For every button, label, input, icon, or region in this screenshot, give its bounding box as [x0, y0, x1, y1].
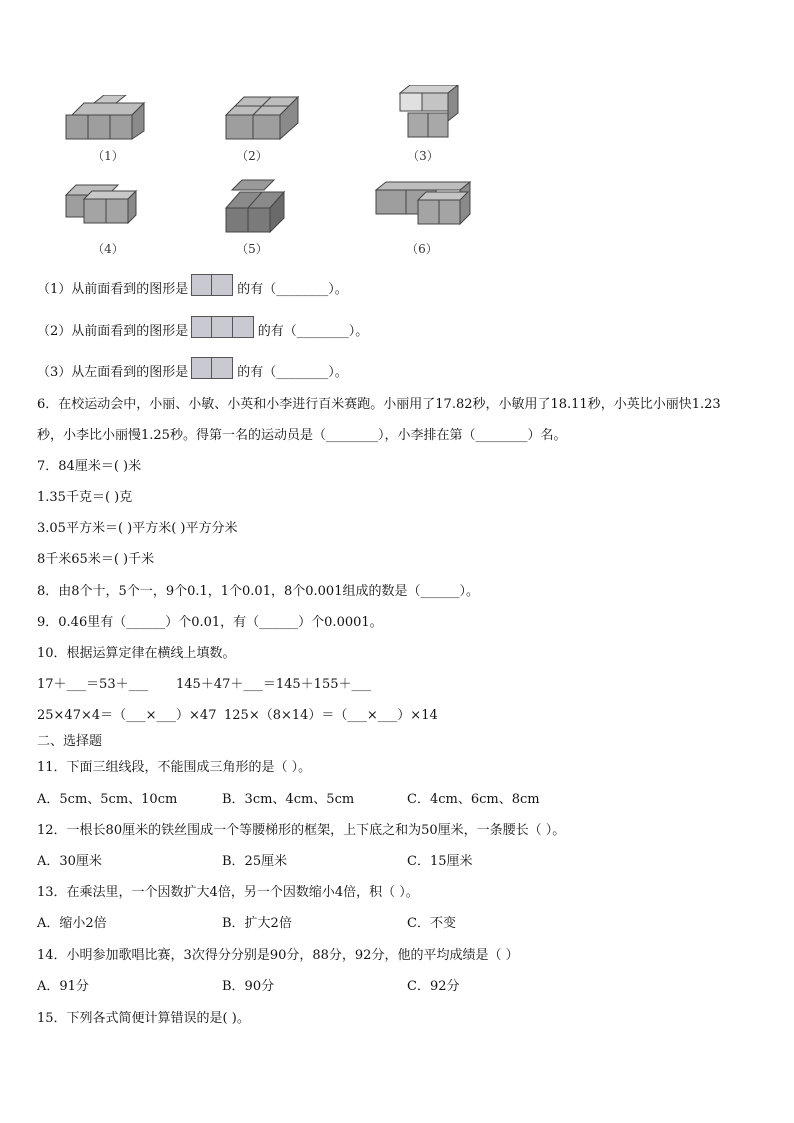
figure-caption-3: （3） — [407, 149, 439, 163]
sub-question-3: （3）从左面看到的图形是 的有（________）。 — [37, 359, 348, 386]
q10-row2-a: 25×47×4＝（___×___）×47 — [37, 708, 217, 723]
q12-option-c: C．15厘米 — [407, 854, 473, 869]
q13-option-b: B．扩大2倍 — [222, 916, 292, 931]
view-shape-two-squares — [192, 274, 233, 301]
q6-line1: 6．在校运动会中，小丽、小敏、小英和小李进行百米赛跑。小丽用了17.82秒，小敏用了18.11秒，小英比小丽快1.23 — [37, 397, 721, 412]
figure-caption-2: （2） — [236, 149, 268, 163]
q14-stem: 14．小明参加歌唱比赛，3次得分分别是90分，88分，92分，他的平均成绩是（ ） — [37, 948, 519, 963]
q11-option-c: C．4cm、6cm、8cm — [407, 792, 540, 807]
q13-stem: 13．在乘法里，一个因数扩大4倍，另一个因数缩小4倍，积（ ）。 — [37, 885, 419, 900]
q15-stem: 15．下列各式简便计算错误的是( )。 — [37, 1011, 250, 1026]
q13-option-c: C．不变 — [407, 916, 456, 931]
q7-line3: 3.05平方米＝( )平方米( )平方分米 — [37, 521, 238, 536]
q11-stem: 11．下面三组线段，不能围成三角形的是（ ）。 — [37, 760, 312, 775]
q12-option-b: B．25厘米 — [222, 854, 288, 869]
q12-stem: 12．一根长80厘米的铁丝围成一个等腰梯形的框架，上下底之和为50厘米，一条腰长（ ）。 — [37, 823, 566, 838]
q7-line1: 7．84厘米＝( )米 — [37, 459, 142, 474]
sub-question-2: （2）从前面看到的图形是 的有（________）。 — [37, 318, 368, 345]
cube-figure-2 — [222, 95, 302, 143]
q6-line2: 秒，小李比小丽慢1.25秒。得第一名的运动员是（________），小李排在第（________）名。 — [37, 428, 567, 443]
q7-line2: 1.35千克＝( )克 — [37, 490, 133, 505]
figure-caption-6: （6） — [406, 242, 438, 256]
sub-question-1: （1）从前面看到的图形是 的有（________）。 — [37, 276, 348, 303]
q14-option-a: A．91分 — [37, 979, 89, 994]
q14-option-b: B．90分 — [222, 979, 275, 994]
q14-option-c: C．92分 — [407, 979, 460, 994]
q11-option-b: B．3cm、4cm、5cm — [222, 792, 355, 807]
view-shape-two-squares-left — [192, 357, 233, 384]
section-heading-choice: 二、选择题 — [37, 734, 103, 749]
q8: 8．由8个十，5个一，9个0.1，1个0.01，8个0.001组成的数是（______）。 — [37, 584, 479, 599]
q10-row2-b: 125×（8×14）＝（___×___）×14 — [224, 708, 438, 723]
q7-line4: 8千米65米＝( )千米 — [37, 552, 155, 567]
q13-option-a: A．缩小2倍 — [37, 916, 107, 931]
cube-figure-5 — [222, 178, 288, 234]
q10-row1-b: 145＋47＋___＝145＋155＋___ — [176, 677, 371, 692]
cube-figure-3 — [396, 85, 462, 143]
figure-caption-4: （4） — [92, 242, 124, 256]
cube-figure-6 — [372, 180, 472, 228]
figure-caption-5: （5） — [236, 242, 268, 256]
q9: 9．0.46里有（______）个0.01，有（______）个0.0001。 — [37, 615, 383, 630]
q10-title: 10．根据运算定律在横线上填数。 — [37, 646, 236, 661]
q10-row1-a: 17＋___＝53＋___ — [37, 677, 149, 692]
q11-option-a: A．5cm、5cm、10cm — [37, 792, 178, 807]
view-shape-three-squares — [192, 316, 254, 343]
q12-option-a: A．30厘米 — [37, 854, 102, 869]
cube-figure-4 — [62, 183, 138, 225]
figure-caption-1: （1） — [92, 149, 124, 163]
cube-figure-1 — [62, 95, 154, 143]
